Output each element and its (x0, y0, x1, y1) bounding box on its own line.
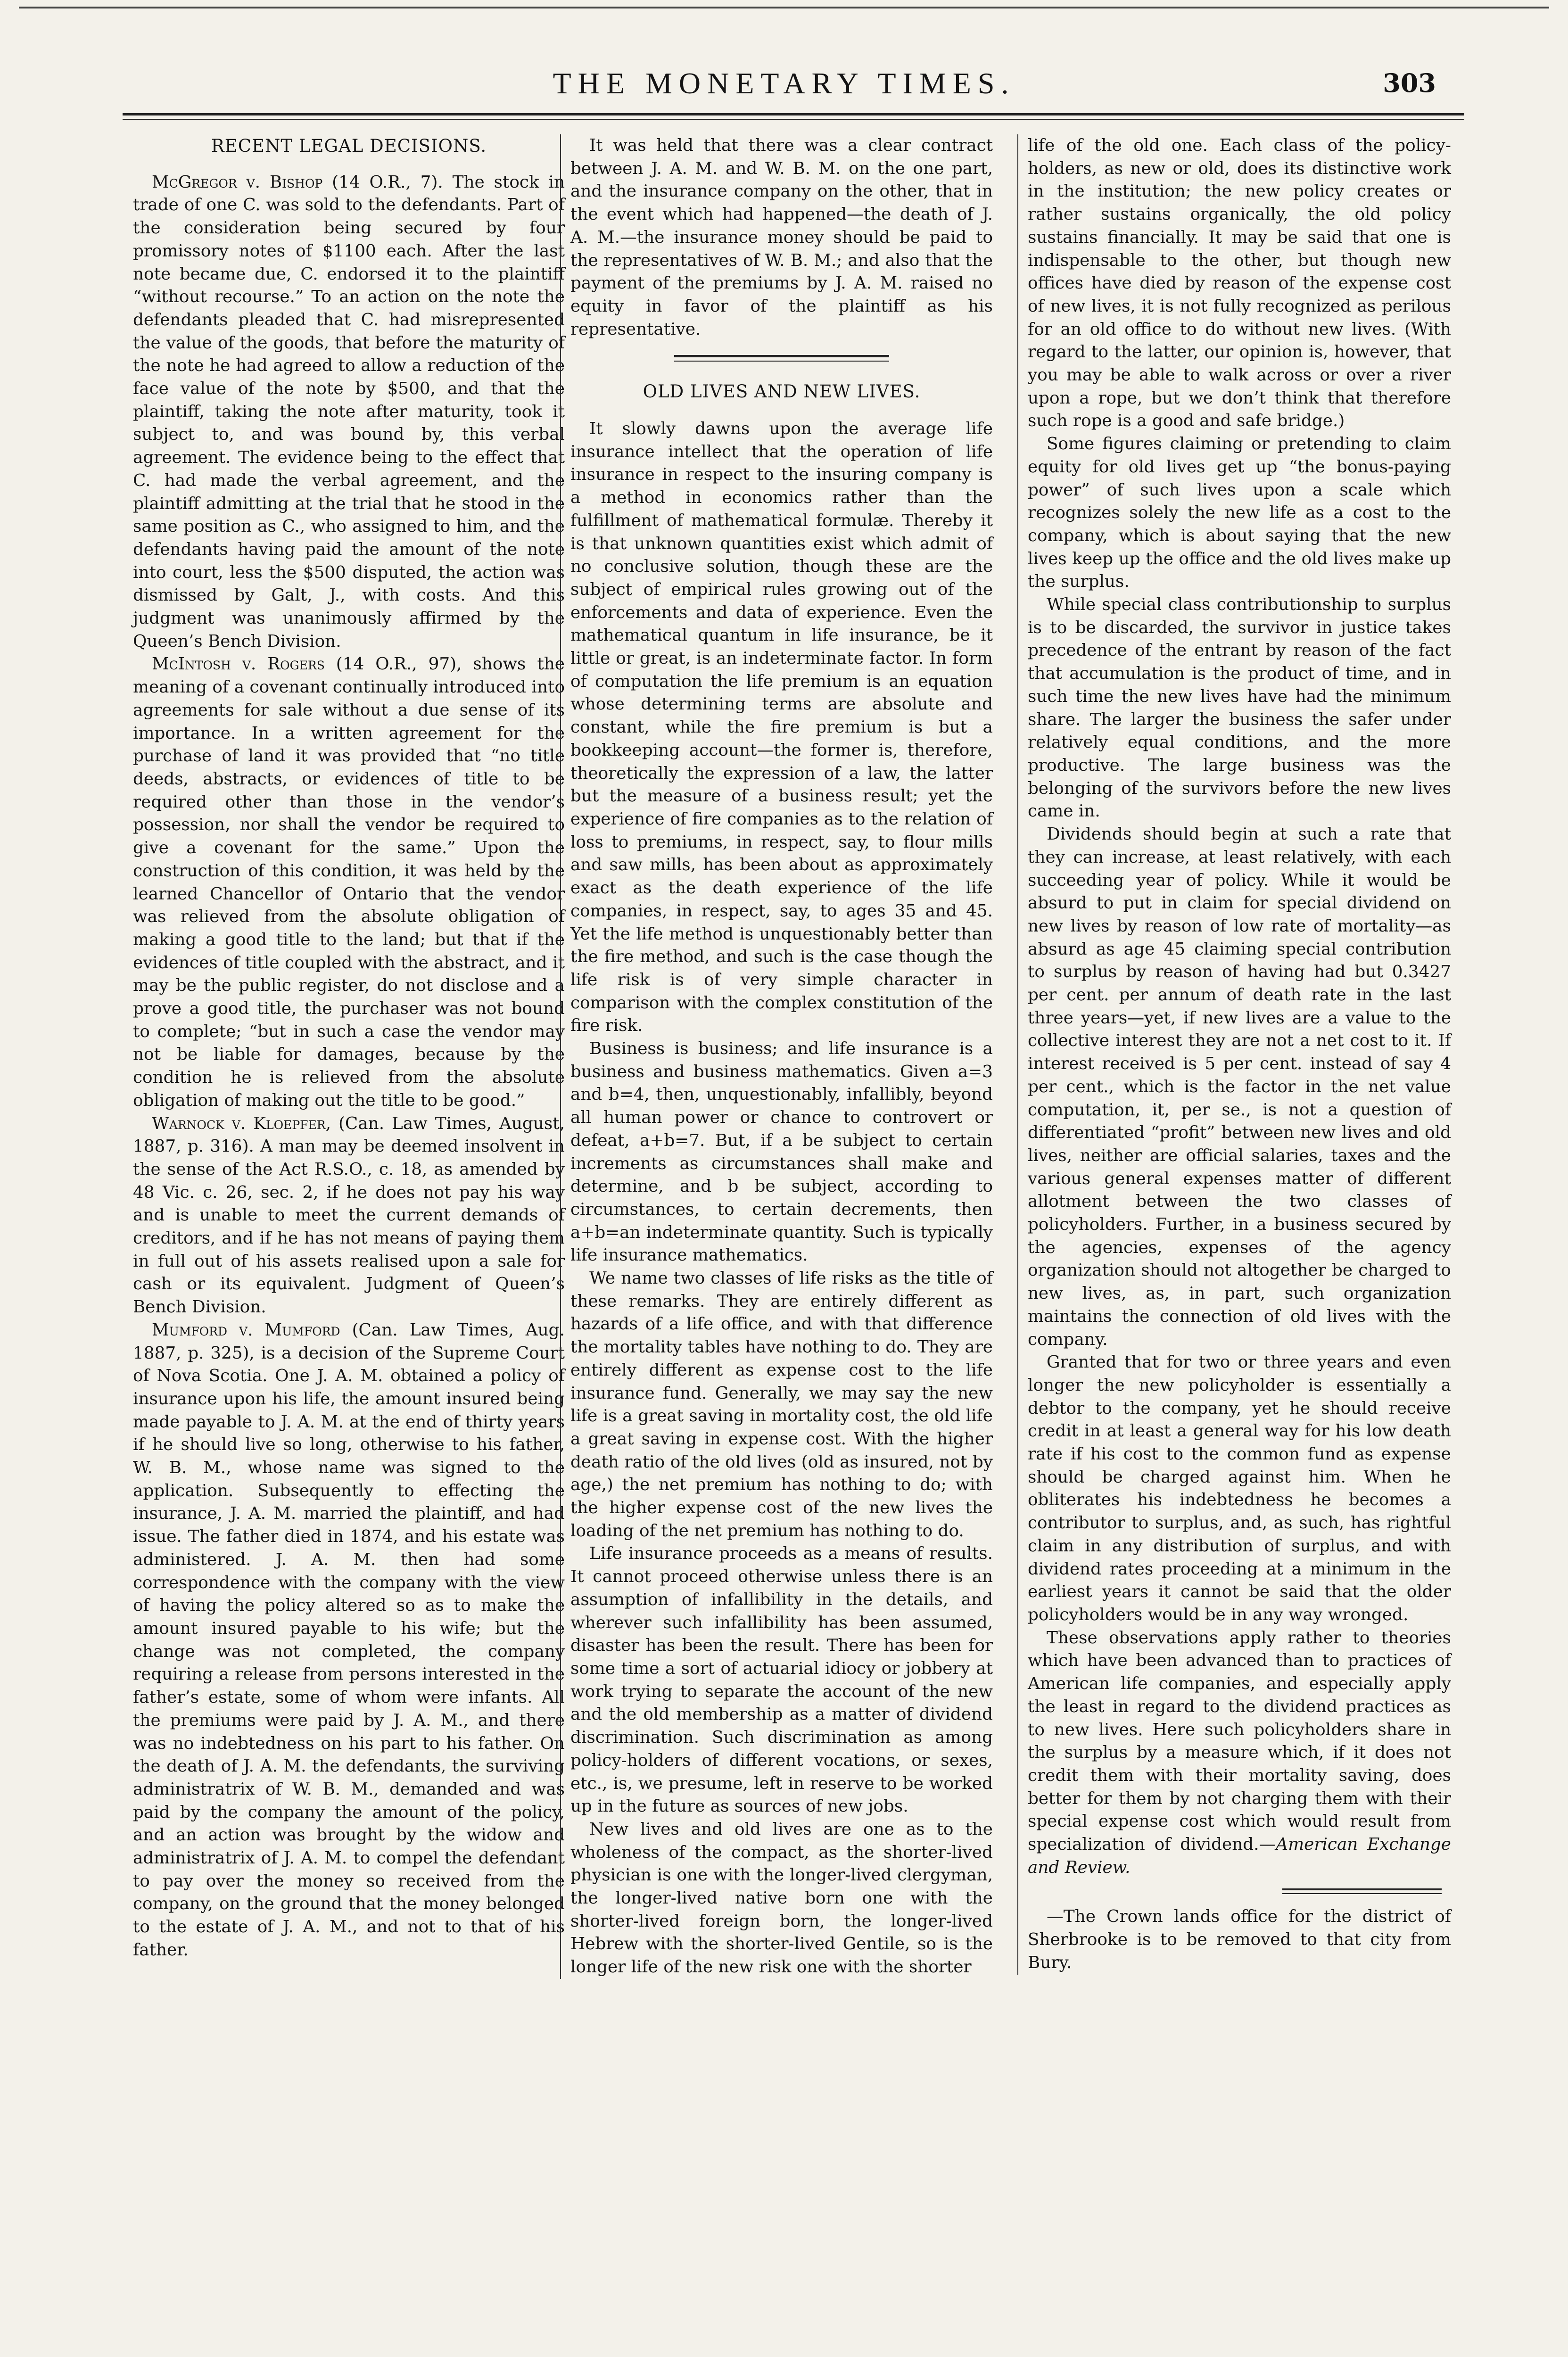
article-paragraph: It slowly dawns upon the average life insurance intellect that the operation of life insurance in respect to the insuring company is a method in economics rather than the fulfillment of mathematical formulæ. Thereby it is that unknown quantities exist which admit of no conclusive solution, though these are the subject of empirical rules growing out of the enforcements and data of experience. Even the mathematical quantum in life insurance, be it little or great, is an indeterminate factor. In form of computation the life premium is an equation whose determining terms are absolute and constant, while the fire premium is but a bookkeeping account—the former is, therefore, theoretically the expression of a law, the latter but the measure of a business result; yet the experience of fire companies as to the relation of loss to premiums, in respect, say, to flour mills and saw mills, has been about as approximately exact as the death experience of the life companies, in respect, say, to ages 35 and 45. Yet the life method is unquestionably better than the fire method, and such is the case though the life risk is of very simple character in comparison with the complex constitution of the fire risk. (570, 419, 993, 1036)
case-name: McIntosh v. Rogers (152, 654, 325, 674)
masthead (0, 66, 1568, 113)
masthead-rule-thick (123, 113, 1464, 115)
case-text: (14 O.R., 7). The stock in trade of one C. was sold to the defendants. Part of the consideration being secured by four promissory notes of $1100 each. After the last note became due, C. endorsed it to the plaintiff “without recourse.” To an action on the note the defendants pleaded that C. had misrepresented the value of the goods, that before the maturity of the note he had agreed to allow a reduction of the face value of the note by $500, and that the plaintiff, taking the note after maturity, took it subject to, and was bound by, this verbal agreement. The evidence being to the effect that C. had made the verbal agreement, and the plaintiff admitting at the trial that he stood in the same position as C., who assigned to him, and the defendants having paid the amount of the note into court, less the $500 disputed, the action was dismissed by Galt, J., with costs. And this judgment was unanimously affirmed by the Queen’s Bench Division. (133, 172, 565, 651)
article-paragraph: New lives and old lives are one as to the wholeness of the compact, as the shorter-lived physician is one with the longer-lived clergyman, the longer-lived native born one with the shorter-lived foreign born, the longer-lived Hebrew with the shorter-lived Gentile, so is the longer life of the new risk one with the shorter (570, 1819, 993, 1977)
case-paragraph (133, 171, 565, 653)
middle-column (560, 134, 993, 1979)
right-column (1017, 134, 1451, 1975)
case-name: McGregor v. Bishop (152, 172, 323, 192)
case-name: Mumford v. Mumford (152, 1320, 340, 1340)
newspaper-title: THE MONETARY TIMES. (553, 66, 1015, 100)
page-number: 303 (1383, 68, 1436, 98)
article-paragraph: While special class contributionship to surplus is to be discarded, the survivor in justice takes precedence of the entrant by reason of the fact that accumulation is the product of time, and in such time the new lives have had the minimum share. The larger the business the safer under relatively equal conditions, and the more productive. The large business was the belonging of the survivors before the new lives came in. (1028, 595, 1451, 821)
article-paragraph-text: These observations apply rather to theories which have been advanced than to practices of American life companies, and especially apply the least in regard to the dividend practices as to new lives. Here such policyholders share in the surplus by a measure which, if it does not credit them with their mortality saving, does better for them by not charging them with their special expense cost which would result from specialization of dividend. (1028, 1628, 1451, 1854)
article-paragraph: Life insurance proceeds as a means of results. It cannot proceed otherwise unless there is an assumption of infallibility in the details, and wherever such infallibility has been assumed, disaster has been the result. There has been for some time a sort of actuarial idiocy or jobbery at work trying to separate the account of the new and the old membership as a matter of dividend discrimination. Such discrimination as among policy-holders of different vocations, or sexes, etc., is, we presume, left in reserve to be worked up in the future as sources of new jobs. (570, 1544, 993, 1816)
case-continuation: It was held that there was a clear contract between J. A. M. and W. B. M. on the one part, and the insurance company on the other, that in the event which had happened—the death of J. A. M.—the insurance money should be paid to the representatives of W. B. M.; and also that the payment of the premiums by J. A. M. raised no equity in favor of the plaintiff as his representative. (570, 136, 993, 339)
article-paragraph: life of the old one. Each class of the policy-holders, as new or old, does its distinctive work in the institution; the new policy creates or rather sustains organically, the old policy sustains financially. It may be said that one is indispensable to the other, but though new offices have died by reason of the expense cost of new lives, it is not fully recognized as perilous for an old office to do without new lives. (With regard to the latter, our opinion is, however, that you may be able to walk across or over a river upon a rope, but we don’t think that therefore such rope is a good and safe bridge.) (1028, 136, 1451, 431)
article-paragraph: Dividends should begin at such a rate that they can increase, at least relatively, with each succeeding year of policy. While it would be absurd to put in claim for special dividend on new lives by reason of low rate of mortality—as absurd as age 45 claiming special contribution to surplus by reason of having had but 0.3427 per cent. per annum of death rate in the last three years—yet, if new lives are a value to the collective interest they are not a net cost to it. If interest received is 5 per cent. instead of say 4 per cent., which is the factor in the net value computation, it, per se., is not a question of differentiated “profit” between new lives and old lives, neither are official salaries, taxes and the various general expenses matter of different allotment between the two classes of policyholders. Further, in a business secured by the agencies, expenses of the agency organization should not altogether be charged to new lives, as, in part, such organization maintains the connection of old lives with the company. (1028, 824, 1451, 1349)
news-note: —The Crown lands office for the district of Sherbrooke is to be removed to that city from Bury. (1028, 1907, 1451, 1972)
section-heading-old-new-lives: OLD LIVES AND NEW LIVES. (643, 381, 921, 402)
masthead-rule-thin (123, 119, 1464, 120)
article-paragraph: Granted that for two or three years and even longer the new policyholder is essentially a debtor to the company, yet he should receive credit in at least a general way for his low death rate if his cost to the common fund as expense should be charged against him. When he obliterates his indebtedness he becomes a contributor to surplus, and, as such, has rightful claim in any distribution of surplus, and with dividend rates proceeding at a minimum in the earliest years it cannot be said that the older policyholders would be in any way wronged. (1028, 1352, 1451, 1624)
case-paragraph (133, 653, 565, 1112)
case-paragraph (133, 1319, 565, 1962)
article-paragraph: We name two classes of life risks as the title of these remarks. They are entirely different as hazards of a life office, and with that difference the mortality tables have nothing to do. They are entirely different as expense cost to the life insurance fund. Generally, we may say the new life is a great saving in mortality cost, the old life a great saving in expense cost. With the higher death ratio of the old lives (old as insured, not by age,) the net premium has nothing to do; with the higher expense cost of the new lives the loading of the net premium has nothing to do. (570, 1269, 993, 1541)
article-paragraph (1028, 1627, 1451, 1879)
case-text: (Can. Law Times, Aug. 1887, p. 325), is a decision of the Supreme Court of Nova Scotia. One J. A. M. obtained a policy of insurance upon his life, the amount insured being made payable to J. A. M. at the end of thirty years if he should live so long, otherwise to his father, W. B. M., whose name was signed to the application. Subsequently to effecting the insurance, J. A. M. married the plaintiff, and had issue. The father died in 1874, and his estate was administered. J. A. M. then had some correspondence with the company with the view of having the policy altered so as to make the amount insured payable to his wife; but the change was not completed, the company requiring a release from persons interested in the father’s estate, some of whom were infants. All the premiums were paid by J. A. M., and there was no indebtedness on his part to his father. On the death of J. A. M. the defendants, the surviving administratrix of W. B. M., demanded and was paid by the company the amount of the policy, and an action was brought by the widow and administratrix of J. A. M. to compel the defendant to pay over the money so received from the company, on the ground that the money belonged to the estate of J. A. M., and not to that of his father. (133, 1320, 565, 1960)
case-text: , (Can. Law Times, August, 1887, p. 316). A man may be deemed insolvent in the sense of the Act R.S.O., c. 18, as amended by 48 Vic. c. 26, sec. 2, if he does not pay his way and is unable to meet the current demands of creditors, and if he has not means of paying them in full out of his assets realised upon a sale for cash or its equivalent. Judgment of Queen’s Bench Division. (133, 1113, 565, 1317)
article-source: —American Exchange and Review. (1028, 1835, 1451, 1877)
section-heading-legal-decisions: RECENT LEGAL DECISIONS. (211, 136, 487, 156)
article-paragraph: Some figures claiming or pretending to claim equity for old lives get up “the bonus-paying power” of such lives upon a scale which recognizes solely the new life as a cost to the company, which is about saying that the new lives keep up the office and the old lives make up the surplus. (1028, 434, 1451, 592)
section-separator (570, 346, 993, 374)
case-text: (14 O.R., 97), shows the meaning of a covenant continually introduced into agreements for sale without a due sense of its importance. In a written agreement for the purchase of land it was provided that “no title deeds, abstracts, or evidences of title to be required other than those in the vendor’s possession, nor shall the vendor be required to give a covenant for the same.” Upon the construction of this condition, it was held by the learned Chancellor of Ontario that the vendor was relieved from the absolute obligation of making a good title to the land; but that if the evidences of title coupled with the abstract, and it may be the public register, do not disclose and a prove a good title, the purchaser was not bound to complete; “but in such a case the vendor may not be liable for damages, because by the condition he is relieved from the absolute obligation of making out the title to be good.” (133, 654, 565, 1110)
top-border-rule (19, 7, 1549, 8)
note-separator (1028, 1882, 1451, 1903)
case-paragraph (133, 1113, 565, 1319)
article-paragraph: Business is business; and life insurance is a business and business mathematics. Given a=3 and b=4, then, unquestionably, infallibly, beyond all human power or chance to controvert or defeat, a+b=7. But, if a be subject to certain increments as circumstances shall make and determine, and b be subject, according to circumstances, to certain decrements, then a+b=an indeterminate quantity. Such is typically life insurance mathematics. (570, 1039, 993, 1265)
left-column (133, 127, 565, 1962)
case-name: Warnock v. Kloepfer (152, 1113, 326, 1133)
